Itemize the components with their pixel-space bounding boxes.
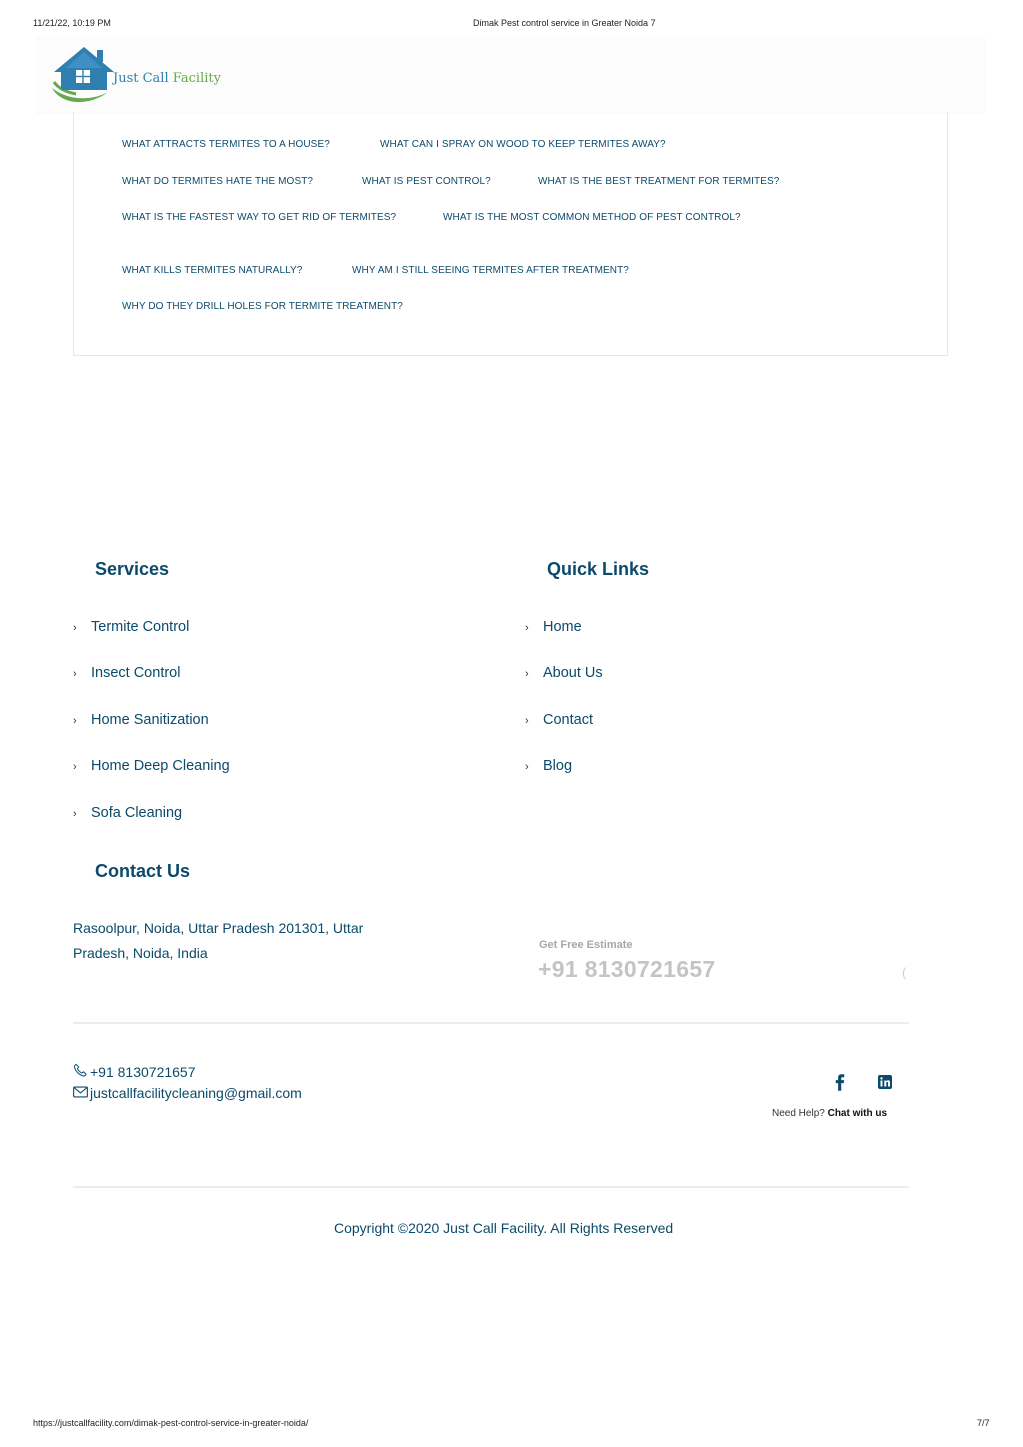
footer-email[interactable] — [73, 1085, 302, 1101]
quick-link-label: Contact — [543, 712, 593, 728]
quick-link-label: About Us — [543, 665, 603, 681]
chat-help[interactable] — [772, 1108, 887, 1119]
brand-name-main: Just Call — [113, 71, 173, 86]
tag-link[interactable]: WHAT DO TERMITES HATE THE MOST? — [122, 176, 314, 187]
chevron-right-icon: › — [73, 808, 77, 820]
tag-link[interactable]: WHAT IS THE BEST TREATMENT FOR TERMITES? — [538, 176, 780, 187]
tag-link[interactable]: WHAT ATTRACTS TERMITES TO A HOUSE? — [122, 139, 330, 150]
print-url: https://justcallfacility.com/dimak-pest-control-service-in-greater-noida/ — [33, 1418, 309, 1428]
tag-link[interactable]: WHAT IS THE MOST COMMON METHOD OF PEST CONTROL? — [443, 212, 741, 223]
house-logo-icon[interactable] — [46, 44, 116, 106]
estimate-phone[interactable]: +91 8130721657 — [538, 956, 716, 982]
chevron-right-icon: › — [525, 761, 529, 773]
chat-help-prefix: Need Help? — [772, 1108, 828, 1119]
chat-with-us-link[interactable]: Chat with us — [827, 1108, 888, 1119]
quick-link-home[interactable] — [525, 619, 582, 635]
service-link-label: Home Deep Cleaning — [91, 758, 230, 774]
tag-link[interactable]: WHY AM I STILL SEEING TERMITES AFTER TREATMENT? — [352, 265, 629, 276]
quick-link-label: Home — [543, 619, 582, 635]
facebook-icon[interactable] — [834, 1074, 846, 1096]
footer-divider — [73, 1022, 909, 1024]
chevron-right-icon: › — [73, 668, 77, 680]
chevron-right-icon: › — [73, 715, 77, 727]
service-link-label: Termite Control — [91, 619, 190, 635]
chevron-right-icon: › — [73, 622, 77, 634]
service-link-label: Home Sanitization — [91, 712, 209, 728]
service-link-sofa-cleaning[interactable] — [73, 805, 182, 821]
service-link-insect-control[interactable] — [73, 665, 180, 681]
chevron-right-icon: › — [525, 668, 529, 680]
quick-link-label: Blog — [543, 758, 573, 774]
brand-name[interactable] — [113, 71, 221, 86]
service-link-home-deep-cleaning[interactable] — [73, 758, 230, 774]
phone-call-icon[interactable]: ( — [902, 965, 907, 980]
service-link-home-sanitization[interactable] — [73, 712, 209, 728]
tag-link[interactable]: WHAT KILLS TERMITES NATURALLY? — [122, 265, 303, 276]
print-datetime: 11/21/22, 10:19 PM — [33, 18, 111, 28]
services-heading: Services — [95, 559, 170, 579]
quick-links-heading: Quick Links — [547, 559, 650, 579]
quick-link-contact[interactable] — [525, 712, 593, 728]
print-page-title: Dimak Pest control service in Greater Noida 7 — [473, 18, 656, 28]
brand-name-accent: Facility — [172, 71, 221, 86]
chevron-right-icon: › — [73, 761, 77, 773]
contact-address: Rasoolpur, Noida, Uttar Pradesh 201301, Uttar Pradesh, Noida, India — [73, 920, 364, 961]
chevron-right-icon: › — [525, 715, 529, 727]
service-link-label: Insect Control — [91, 665, 181, 681]
copyright-text: Copyright ©2020 Just Call Facility. All Rights Reserved — [334, 1220, 674, 1236]
mail-icon — [73, 1085, 90, 1101]
copyright-divider — [73, 1186, 909, 1188]
contact-heading: Contact Us — [95, 861, 191, 881]
footer-email-address: justcallfacilitycleaning@gmail.com — [90, 1085, 302, 1101]
print-page-number: 7/7 — [977, 1418, 990, 1428]
linkedin-icon[interactable] — [878, 1075, 892, 1094]
chevron-right-icon: › — [525, 622, 529, 634]
service-link-termite-control[interactable] — [73, 619, 189, 635]
tag-link[interactable]: WHY DO THEY DRILL HOLES FOR TERMITE TREATMENT? — [122, 301, 403, 312]
tag-link[interactable]: WHAT IS THE FASTEST WAY TO GET RID OF TERMITES? — [122, 212, 397, 223]
footer-phone-number: +91 8130721657 — [90, 1064, 196, 1080]
phone-icon — [73, 1063, 90, 1080]
footer-phone[interactable] — [73, 1063, 196, 1080]
quick-link-about-us[interactable] — [525, 665, 603, 681]
estimate-label: Get Free Estimate — [539, 939, 633, 951]
quick-link-blog[interactable] — [525, 758, 572, 774]
tag-link[interactable]: WHAT CAN I SPRAY ON WOOD TO KEEP TERMITES AWAY? — [380, 139, 666, 150]
tag-link[interactable]: WHAT IS PEST CONTROL? — [362, 176, 491, 187]
service-link-label: Sofa Cleaning — [91, 805, 183, 821]
